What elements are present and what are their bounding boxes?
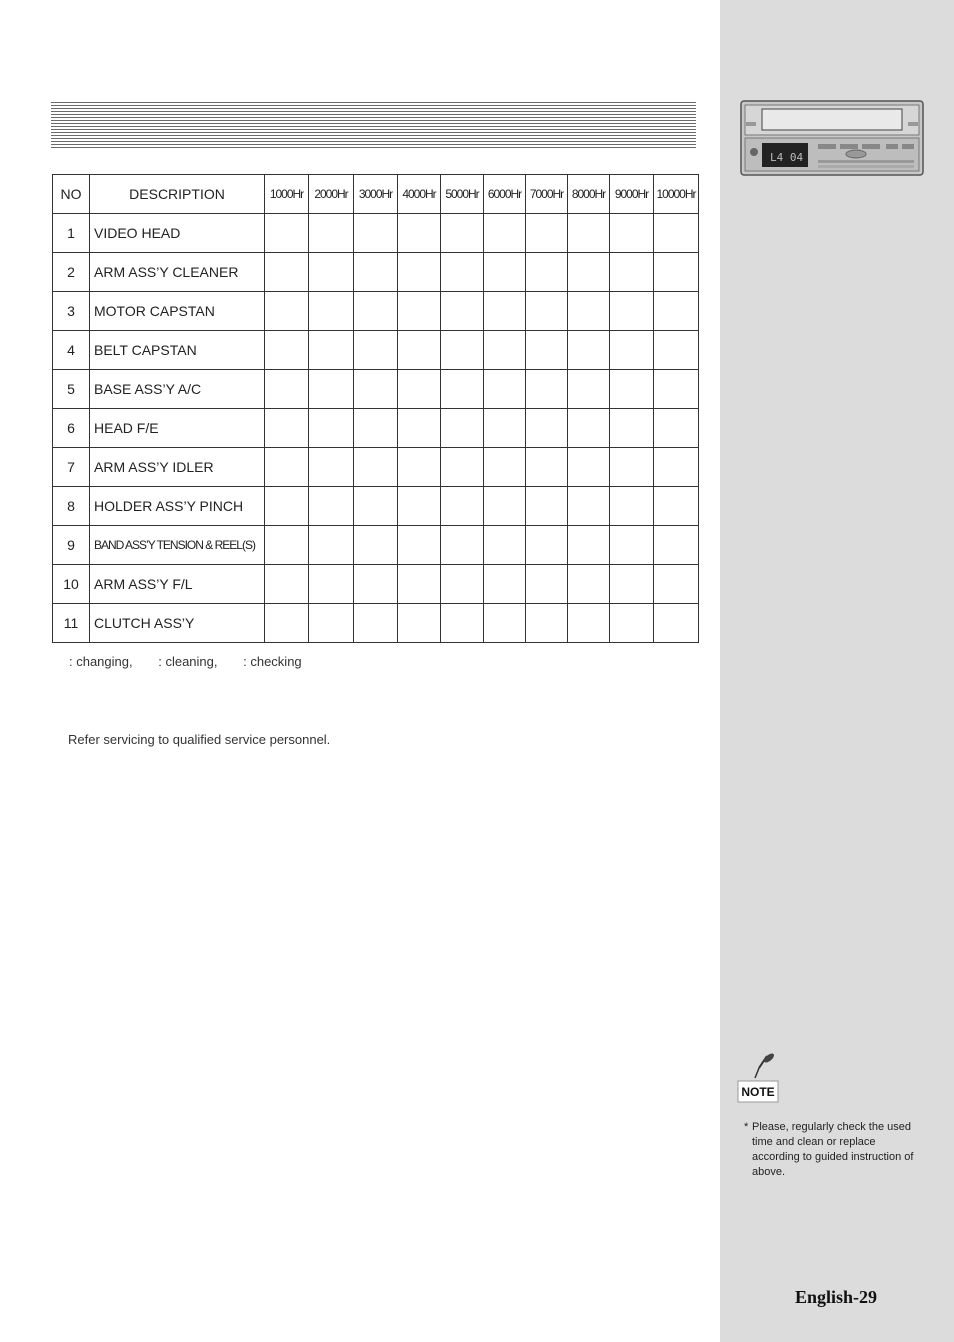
row-number: 5 bbox=[53, 370, 90, 409]
interval-cell bbox=[610, 409, 654, 448]
interval-cell bbox=[265, 565, 309, 604]
interval-cell bbox=[309, 448, 354, 487]
interval-cell bbox=[484, 526, 526, 565]
table-row bbox=[53, 370, 699, 409]
interval-cell bbox=[654, 409, 699, 448]
header-interval: 9000Hr bbox=[610, 175, 654, 214]
pushpin-icon bbox=[737, 1052, 781, 1104]
interval-cell bbox=[265, 526, 309, 565]
interval-cell bbox=[265, 409, 309, 448]
note-badge bbox=[737, 1052, 781, 1109]
interval-cell bbox=[265, 487, 309, 526]
row-number: 4 bbox=[53, 331, 90, 370]
interval-cell bbox=[484, 253, 526, 292]
interval-cell bbox=[309, 526, 354, 565]
row-number: 8 bbox=[53, 487, 90, 526]
interval-cell bbox=[441, 487, 484, 526]
interval-cell bbox=[265, 370, 309, 409]
interval-cell bbox=[654, 448, 699, 487]
interval-cell bbox=[526, 487, 568, 526]
interval-cell bbox=[654, 565, 699, 604]
row-number: 7 bbox=[53, 448, 90, 487]
interval-cell bbox=[265, 214, 309, 253]
interval-cell bbox=[526, 214, 568, 253]
interval-cell bbox=[484, 565, 526, 604]
interval-cell bbox=[265, 331, 309, 370]
page-number: English-29 bbox=[795, 1287, 878, 1307]
interval-cell bbox=[265, 292, 309, 331]
legend bbox=[69, 654, 324, 669]
interval-cell bbox=[654, 331, 699, 370]
row-description: BELT CAPSTAN bbox=[90, 331, 265, 370]
interval-cell bbox=[610, 487, 654, 526]
table-row bbox=[53, 526, 699, 565]
table-row bbox=[53, 409, 699, 448]
interval-cell bbox=[398, 253, 441, 292]
interval-cell bbox=[610, 370, 654, 409]
interval-cell bbox=[610, 253, 654, 292]
note-body: Please, regularly check the used time and clean or replace according to guided instruction of above. bbox=[752, 1121, 914, 1178]
interval-cell bbox=[354, 448, 398, 487]
row-description: ARM ASS’Y CLEANER bbox=[90, 253, 265, 292]
row-description: CLUTCH ASS’Y bbox=[90, 604, 265, 643]
interval-cell bbox=[354, 604, 398, 643]
interval-cell bbox=[354, 526, 398, 565]
interval-cell bbox=[610, 292, 654, 331]
interval-cell bbox=[654, 370, 699, 409]
interval-cell bbox=[610, 604, 654, 643]
header-interval: 10000Hr bbox=[654, 175, 699, 214]
header-description: DESCRIPTION bbox=[90, 175, 265, 214]
header-interval: 2000Hr bbox=[309, 175, 354, 214]
row-number: 9 bbox=[53, 526, 90, 565]
interval-cell bbox=[398, 448, 441, 487]
note-text bbox=[744, 1120, 924, 1180]
row-description: MOTOR CAPSTAN bbox=[90, 292, 265, 331]
interval-cell bbox=[484, 370, 526, 409]
row-number: 6 bbox=[53, 409, 90, 448]
table-row bbox=[53, 253, 699, 292]
interval-cell bbox=[484, 331, 526, 370]
interval-cell bbox=[441, 565, 484, 604]
interval-cell bbox=[441, 253, 484, 292]
interval-cell bbox=[441, 409, 484, 448]
interval-cell bbox=[398, 487, 441, 526]
interval-cell bbox=[354, 253, 398, 292]
interval-cell bbox=[568, 253, 610, 292]
interval-cell bbox=[309, 370, 354, 409]
interval-cell bbox=[354, 409, 398, 448]
table-row bbox=[53, 214, 699, 253]
interval-cell bbox=[354, 214, 398, 253]
interval-cell bbox=[398, 214, 441, 253]
table-header-row bbox=[53, 175, 699, 214]
interval-cell bbox=[654, 292, 699, 331]
table-row bbox=[53, 448, 699, 487]
interval-cell bbox=[309, 604, 354, 643]
interval-cell bbox=[610, 565, 654, 604]
header-interval: 6000Hr bbox=[484, 175, 526, 214]
legend-cleaning: : cleaning, bbox=[158, 654, 218, 669]
header-interval: 3000Hr bbox=[354, 175, 398, 214]
interval-cell bbox=[654, 526, 699, 565]
row-description: ARM ASS’Y F/L bbox=[90, 565, 265, 604]
interval-cell bbox=[441, 604, 484, 643]
row-description: HOLDER ASS’Y PINCH bbox=[90, 487, 265, 526]
interval-cell bbox=[654, 253, 699, 292]
interval-cell bbox=[441, 448, 484, 487]
interval-cell bbox=[309, 565, 354, 604]
note-star: * bbox=[744, 1121, 749, 1133]
vcr-display-text: L4 04 bbox=[770, 151, 804, 164]
row-number: 3 bbox=[53, 292, 90, 331]
table-row bbox=[53, 292, 699, 331]
interval-cell bbox=[610, 331, 654, 370]
interval-cell bbox=[398, 370, 441, 409]
interval-cell bbox=[568, 526, 610, 565]
table-row bbox=[53, 487, 699, 526]
interval-cell bbox=[526, 370, 568, 409]
interval-cell bbox=[309, 214, 354, 253]
interval-cell bbox=[441, 370, 484, 409]
interval-cell bbox=[354, 331, 398, 370]
row-description: ARM ASS’Y IDLER bbox=[90, 448, 265, 487]
interval-cell bbox=[354, 370, 398, 409]
interval-cell bbox=[526, 292, 568, 331]
note-label: NOTE bbox=[741, 1085, 775, 1099]
interval-cell bbox=[610, 214, 654, 253]
interval-cell bbox=[398, 292, 441, 331]
legend-checking: : checking bbox=[243, 654, 302, 669]
interval-cell bbox=[398, 604, 441, 643]
header-no: NO bbox=[53, 175, 90, 214]
interval-cell bbox=[526, 604, 568, 643]
interval-cell bbox=[441, 214, 484, 253]
interval-cell bbox=[610, 448, 654, 487]
interval-cell bbox=[654, 214, 699, 253]
table-row bbox=[53, 565, 699, 604]
interval-cell bbox=[526, 448, 568, 487]
interval-cell bbox=[309, 331, 354, 370]
header-interval: 4000Hr bbox=[398, 175, 441, 214]
interval-cell bbox=[441, 526, 484, 565]
header-interval: 5000Hr bbox=[441, 175, 484, 214]
row-number: 11 bbox=[53, 604, 90, 643]
interval-cell bbox=[610, 526, 654, 565]
interval-cell bbox=[526, 565, 568, 604]
interval-cell bbox=[398, 409, 441, 448]
interval-cell bbox=[568, 214, 610, 253]
interval-cell bbox=[654, 604, 699, 643]
row-number: 10 bbox=[53, 565, 90, 604]
header-interval: 7000Hr bbox=[526, 175, 568, 214]
header-interval: 8000Hr bbox=[568, 175, 610, 214]
interval-cell bbox=[398, 526, 441, 565]
interval-cell bbox=[526, 526, 568, 565]
interval-cell bbox=[568, 604, 610, 643]
table-row bbox=[53, 331, 699, 370]
interval-cell bbox=[354, 292, 398, 331]
legend-changing: : changing, bbox=[69, 654, 133, 669]
interval-cell bbox=[354, 487, 398, 526]
row-description: VIDEO HEAD bbox=[90, 214, 265, 253]
maintenance-table bbox=[52, 174, 699, 643]
interval-cell bbox=[398, 565, 441, 604]
row-description: BASE ASS’Y A/C bbox=[90, 370, 265, 409]
interval-cell bbox=[526, 253, 568, 292]
interval-cell bbox=[484, 604, 526, 643]
section-header-bar bbox=[51, 102, 696, 148]
refer-servicing-text: Refer servicing to qualified service personnel. bbox=[68, 732, 331, 747]
interval-cell bbox=[484, 292, 526, 331]
interval-cell bbox=[568, 487, 610, 526]
interval-cell bbox=[354, 565, 398, 604]
interval-cell bbox=[526, 331, 568, 370]
interval-cell bbox=[398, 331, 441, 370]
interval-cell bbox=[309, 253, 354, 292]
interval-cell bbox=[441, 292, 484, 331]
vcr-illustration bbox=[740, 100, 924, 176]
interval-cell bbox=[484, 409, 526, 448]
interval-cell bbox=[654, 487, 699, 526]
row-number: 2 bbox=[53, 253, 90, 292]
table-row bbox=[53, 604, 699, 643]
interval-cell bbox=[265, 448, 309, 487]
interval-cell bbox=[568, 370, 610, 409]
interval-cell bbox=[265, 604, 309, 643]
interval-cell bbox=[309, 409, 354, 448]
interval-cell bbox=[484, 214, 526, 253]
row-description: HEAD F/E bbox=[90, 409, 265, 448]
interval-cell bbox=[568, 565, 610, 604]
interval-cell bbox=[309, 292, 354, 331]
interval-cell bbox=[568, 292, 610, 331]
interval-cell bbox=[484, 487, 526, 526]
interval-cell bbox=[568, 448, 610, 487]
interval-cell bbox=[265, 253, 309, 292]
interval-cell bbox=[568, 409, 610, 448]
interval-cell bbox=[484, 448, 526, 487]
row-number: 1 bbox=[53, 214, 90, 253]
row-description: BAND ASS’Y TENSION & REEL(S) bbox=[90, 526, 265, 565]
interval-cell bbox=[526, 409, 568, 448]
header-interval: 1000Hr bbox=[265, 175, 309, 214]
interval-cell bbox=[441, 331, 484, 370]
interval-cell bbox=[309, 487, 354, 526]
interval-cell bbox=[568, 331, 610, 370]
